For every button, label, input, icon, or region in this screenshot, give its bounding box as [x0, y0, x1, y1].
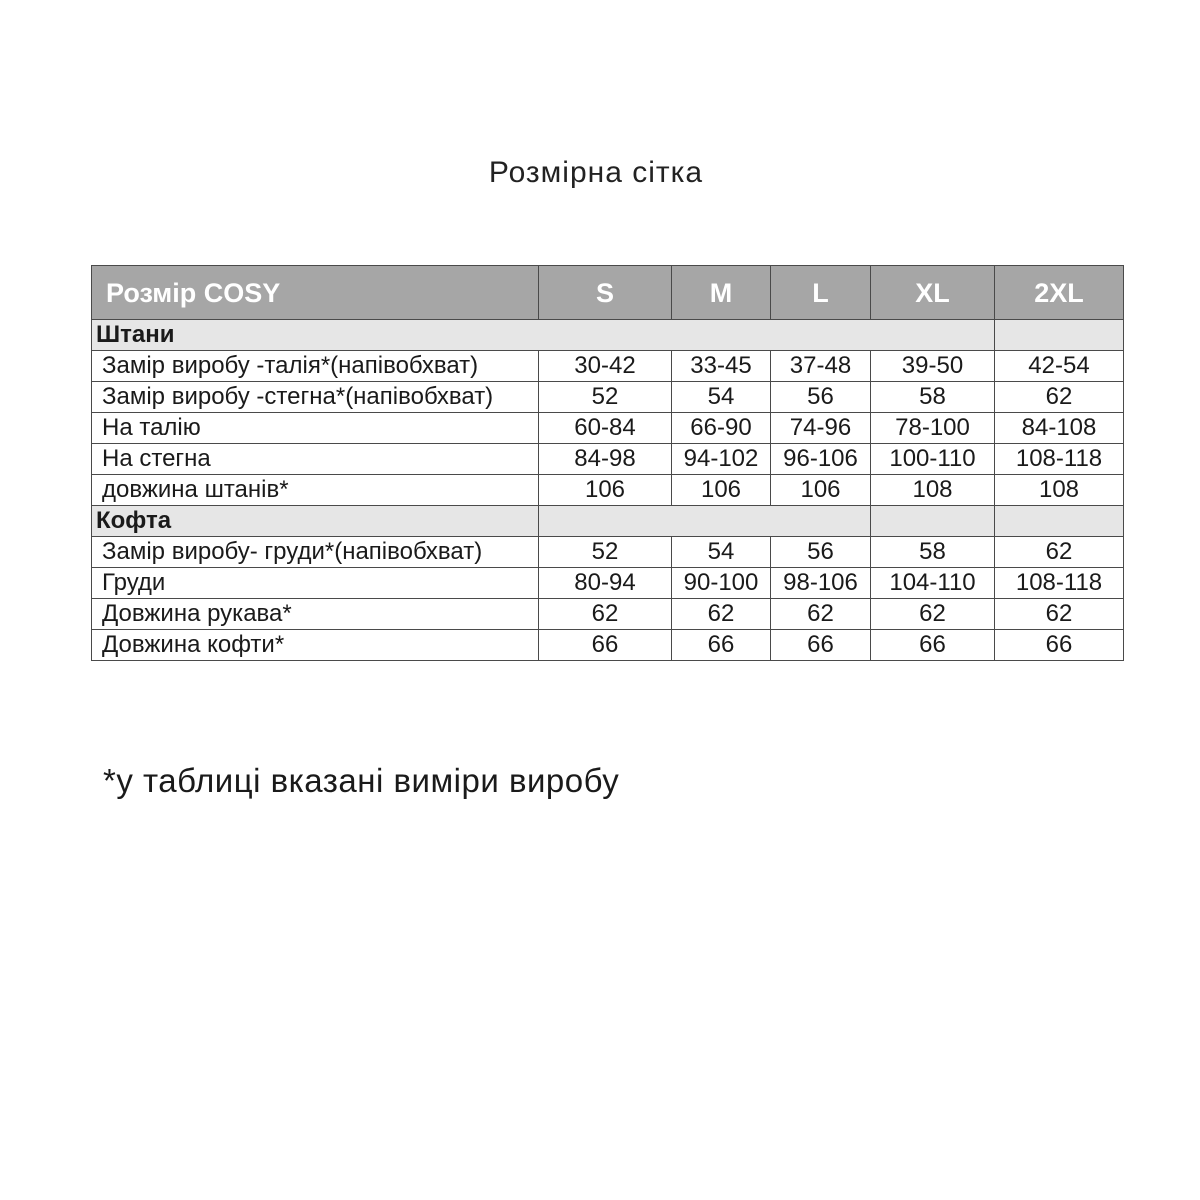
table-cell: 80-94 — [539, 568, 672, 599]
table-cell: 42-54 — [995, 351, 1124, 382]
table-cell: 78-100 — [871, 413, 995, 444]
section-cell — [995, 506, 1124, 537]
table-row — [92, 382, 1124, 413]
row-label: довжина штанів* — [92, 475, 539, 506]
table-cell: 62 — [995, 599, 1124, 630]
row-label: Замір виробу -стегна*(напівобхват) — [92, 382, 539, 413]
table-cell: 108-118 — [995, 568, 1124, 599]
table-cell: 66-90 — [672, 413, 771, 444]
table-cell: 54 — [672, 537, 771, 568]
table-row — [92, 444, 1124, 475]
table-cell: 52 — [539, 382, 672, 413]
table-cell: 104-110 — [871, 568, 995, 599]
table-row — [92, 537, 1124, 568]
table-cell: 94-102 — [672, 444, 771, 475]
size-chart-table — [91, 265, 1124, 661]
row-label: На талію — [92, 413, 539, 444]
table-cell: 62 — [672, 599, 771, 630]
section-cell — [539, 506, 871, 537]
table-cell: 90-100 — [672, 568, 771, 599]
table-cell: 66 — [672, 630, 771, 661]
table-row — [92, 351, 1124, 382]
table-cell: 108-118 — [995, 444, 1124, 475]
table-cell: 39-50 — [871, 351, 995, 382]
header-size-2xl: 2XL — [995, 266, 1124, 320]
table-cell: 66 — [995, 630, 1124, 661]
table-cell: 62 — [539, 599, 672, 630]
section-title-top: Кофта — [92, 506, 539, 537]
header-size-m: M — [672, 266, 771, 320]
section-row-top — [92, 506, 1124, 537]
table-row — [92, 630, 1124, 661]
table-cell: 30-42 — [539, 351, 672, 382]
table-cell: 96-106 — [771, 444, 871, 475]
row-label: Груди — [92, 568, 539, 599]
table-cell: 74-96 — [771, 413, 871, 444]
header-size-l: L — [771, 266, 871, 320]
table-cell: 33-45 — [672, 351, 771, 382]
row-label: Довжина рукава* — [92, 599, 539, 630]
table-cell: 62 — [995, 382, 1124, 413]
table-cell: 106 — [771, 475, 871, 506]
table-cell: 58 — [871, 537, 995, 568]
header-size-label: Розмір COSY — [92, 266, 539, 320]
section-row-pants — [92, 320, 1124, 351]
table-cell: 106 — [539, 475, 672, 506]
table-cell: 52 — [539, 537, 672, 568]
page-title: Розмірна сітка — [488, 156, 704, 189]
table-cell: 56 — [771, 382, 871, 413]
header-size-xl: XL — [871, 266, 995, 320]
row-label: Довжина кофти* — [92, 630, 539, 661]
table-cell: 60-84 — [539, 413, 672, 444]
section-cell — [871, 506, 995, 537]
row-label: На стегна — [92, 444, 539, 475]
table-cell: 62 — [871, 599, 995, 630]
table-cell: 108 — [995, 475, 1124, 506]
table-cell: 106 — [672, 475, 771, 506]
table-cell: 66 — [771, 630, 871, 661]
table-cell: 58 — [871, 382, 995, 413]
row-label: Замір виробу -талія*(напівобхват) — [92, 351, 539, 382]
section-title-pants: Штани — [92, 320, 995, 351]
table-cell: 62 — [995, 537, 1124, 568]
table-row — [92, 599, 1124, 630]
table-cell: 108 — [871, 475, 995, 506]
table-row — [92, 413, 1124, 444]
table-header-row — [92, 266, 1124, 320]
header-size-s: S — [539, 266, 672, 320]
table-row — [92, 568, 1124, 599]
table-cell: 84-98 — [539, 444, 672, 475]
table-cell: 56 — [771, 537, 871, 568]
table-cell: 98-106 — [771, 568, 871, 599]
table-cell: 100-110 — [871, 444, 995, 475]
table-cell: 62 — [771, 599, 871, 630]
table-row — [92, 475, 1124, 506]
footnote: *у таблиці вказані виміри виробу — [103, 762, 620, 799]
section-cell — [995, 320, 1124, 351]
table-cell: 54 — [672, 382, 771, 413]
row-label: Замір виробу- груди*(напівобхват) — [92, 537, 539, 568]
table-cell: 84-108 — [995, 413, 1124, 444]
table-cell: 66 — [539, 630, 672, 661]
table-cell: 37-48 — [771, 351, 871, 382]
table-cell: 66 — [871, 630, 995, 661]
